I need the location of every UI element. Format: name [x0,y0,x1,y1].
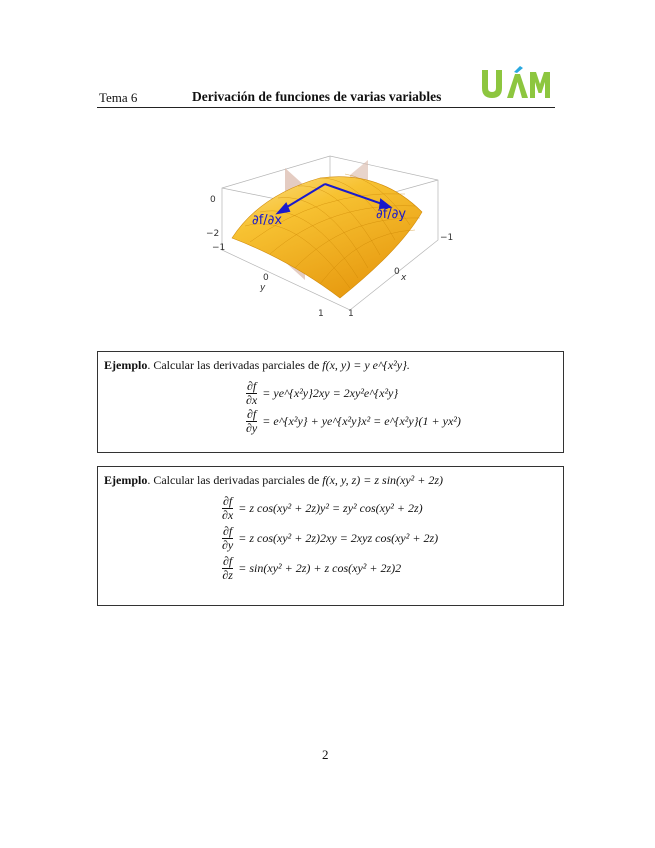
example-2-eq-2: $\frac{\partial f}{\partial y}$ = z cos(xy² + 2z)2xy = 2xyz cos(xy² + 2z) [222,524,439,552]
logo-letter-a [507,74,528,98]
example-1-bold: Ejemplo [104,358,148,372]
example-1-function: f(x, y) = y e^{x²y}. [322,358,410,372]
example-2-text: . Calcular las derivadas parciales de [147,473,323,487]
logo-letter-u [482,70,502,98]
example-2-eq-3: $\frac{\partial f}{\partial z}$ = sin(xy² + 2z) + z cos(xy² + 2z)2 [222,554,402,582]
y-tick-1: 1 [318,309,324,319]
header-rule [97,107,555,108]
y-axis-label: y [260,283,266,293]
example-2-statement [104,473,443,488]
example-2-bold: Ejemplo [104,473,148,487]
chapter-label: Tema 6 [99,90,138,105]
chapter-title: Derivación de funciones de varias variables [192,89,442,104]
example-1-eq-1: $\frac{\partial f}{\partial x}$ = ye^{x²y}2xy = 2xy²e^{x²y} [246,379,399,407]
example-1-text: . Calcular las derivadas parciales de [147,358,323,372]
y-tick-0: 0 [263,273,269,283]
logo-letter-m [530,72,550,98]
example-1-statement [104,358,410,373]
surface-plot [200,150,460,325]
x-tick-m1: −1 [440,233,454,243]
example-1-eq-2: $\frac{\partial f}{\partial y}$ = e^{x²y} + ye^{x²y}x² = e^{x²y}(1 + yx²) [246,407,461,435]
x-axis-label: x [401,273,407,283]
z-tick-m2: −2 [206,229,220,239]
dfdy-label: ∂f/∂y [376,207,407,222]
page-number: 2 [322,747,329,762]
example-box-1 [97,351,564,453]
example-box-2 [97,466,564,606]
x-tick-0: 0 [394,267,400,277]
uam-logo [480,66,550,100]
dfdx-label: ∂f/∂x [252,213,283,228]
logo-accent [514,66,523,73]
example-2-function: f(x, y, z) = z sin(xy² + 2z) [322,473,444,487]
y-tick-m1: −1 [212,243,226,253]
z-tick-0: 0 [210,195,216,205]
x-tick-1: 1 [348,309,354,319]
example-2-eq-1: $\frac{\partial f}{\partial x}$ = z cos(xy² + 2z)y² = zy² cos(xy² + 2z) [222,494,423,522]
